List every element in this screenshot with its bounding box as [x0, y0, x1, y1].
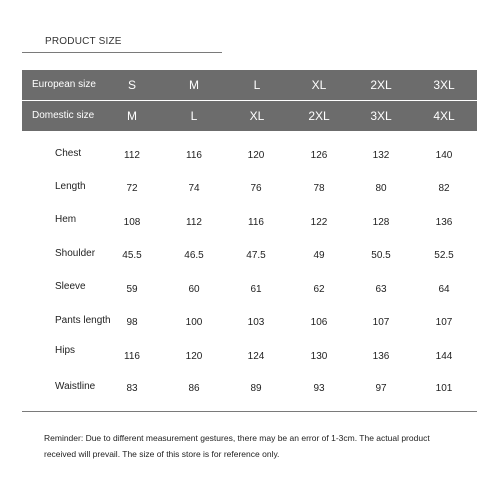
measurement-value: 101 [435, 383, 453, 394]
measurement-label: Waistline [55, 381, 96, 392]
domestic-size-cell: L [190, 109, 198, 123]
measurement-value: 116 [248, 217, 264, 228]
measurement-value: 64 [438, 284, 450, 295]
measurement-value: 120 [185, 351, 203, 362]
measurement-value: 89 [250, 383, 262, 394]
measurement-value: 76 [250, 183, 262, 194]
european-size-cell: M [189, 78, 199, 92]
measurement-value: 62 [313, 284, 325, 295]
measurement-label: Hem [55, 214, 77, 225]
measurement-value: 122 [310, 217, 328, 228]
measurement-value: 72 [126, 183, 138, 194]
domestic-size-cell: M [127, 109, 137, 123]
european-size-cell: S [127, 78, 137, 92]
measurement-value: 116 [186, 150, 202, 161]
domestic-size-cell: XL [249, 109, 265, 123]
measurement-value: 47.5 [246, 250, 266, 261]
domestic-size-cell: 4XL [433, 109, 455, 123]
european-size-row [22, 70, 477, 100]
domestic-size-cell: 3XL [370, 109, 392, 123]
measurement-value: 45.5 [122, 250, 142, 261]
measurement-value: 98 [126, 317, 138, 328]
measurement-value: 80 [375, 183, 387, 194]
measurement-value: 130 [310, 351, 328, 362]
measurement-value: 108 [123, 217, 141, 228]
measurement-value: 93 [313, 383, 325, 394]
measurement-value: 112 [186, 217, 202, 228]
measurement-value: 86 [188, 383, 200, 394]
european-size-label: European size [32, 79, 96, 90]
measurement-label: Sleeve [55, 281, 86, 292]
page-title: PRODUCT SIZE [45, 36, 122, 47]
footer-divider [22, 411, 477, 412]
european-size-cell: 2XL [370, 78, 392, 92]
measurement-value: 112 [124, 150, 140, 161]
measurement-value: 52.5 [434, 250, 454, 261]
measurement-label: Length [55, 181, 86, 192]
measurement-value: 50.5 [371, 250, 391, 261]
measurement-value: 136 [435, 217, 453, 228]
measurement-value: 116 [124, 351, 140, 362]
measurement-value: 126 [310, 150, 328, 161]
measurement-value: 46.5 [184, 250, 204, 261]
measurement-value: 136 [372, 351, 390, 362]
measurement-label: Chest [55, 148, 82, 159]
title-underline [22, 52, 222, 53]
measurement-value: 59 [126, 284, 138, 295]
measurement-value: 107 [372, 317, 390, 328]
european-size-cell: L [253, 78, 261, 92]
measurement-value: 124 [247, 351, 265, 362]
measurement-value: 97 [375, 383, 387, 394]
measurement-value: 49 [313, 250, 325, 261]
european-size-cell: 3XL [433, 78, 455, 92]
measurement-value: 103 [247, 317, 265, 328]
measurement-value: 106 [310, 317, 328, 328]
measurement-value: 78 [313, 183, 325, 194]
measurement-label: Pants length [55, 315, 111, 326]
measurement-value: 60 [188, 284, 200, 295]
measurement-value: 120 [247, 150, 265, 161]
reminder-text: Reminder: Due to different measurement gestures, there may be an error of 1-3cm. The actual product received will prevail. The size of this store is for reference only. [44, 433, 430, 459]
measurement-value: 107 [435, 317, 453, 328]
measurement-value: 140 [435, 150, 453, 161]
measurement-value: 144 [435, 351, 453, 362]
measurement-label: Hips [55, 345, 76, 356]
measurement-value: 100 [185, 317, 203, 328]
measurement-value: 83 [126, 383, 138, 394]
domestic-size-label: Domestic size [32, 110, 95, 121]
measurement-label: Shoulder [55, 248, 96, 259]
measurement-value: 74 [188, 183, 200, 194]
european-size-cell: XL [311, 78, 327, 92]
measurement-value: 128 [372, 217, 390, 228]
measurement-value: 82 [438, 183, 450, 194]
domestic-size-cell: 2XL [308, 109, 330, 123]
domestic-size-row [22, 101, 477, 131]
measurement-value: 61 [250, 284, 262, 295]
measurement-value: 132 [372, 150, 390, 161]
measurement-value: 63 [375, 284, 387, 295]
